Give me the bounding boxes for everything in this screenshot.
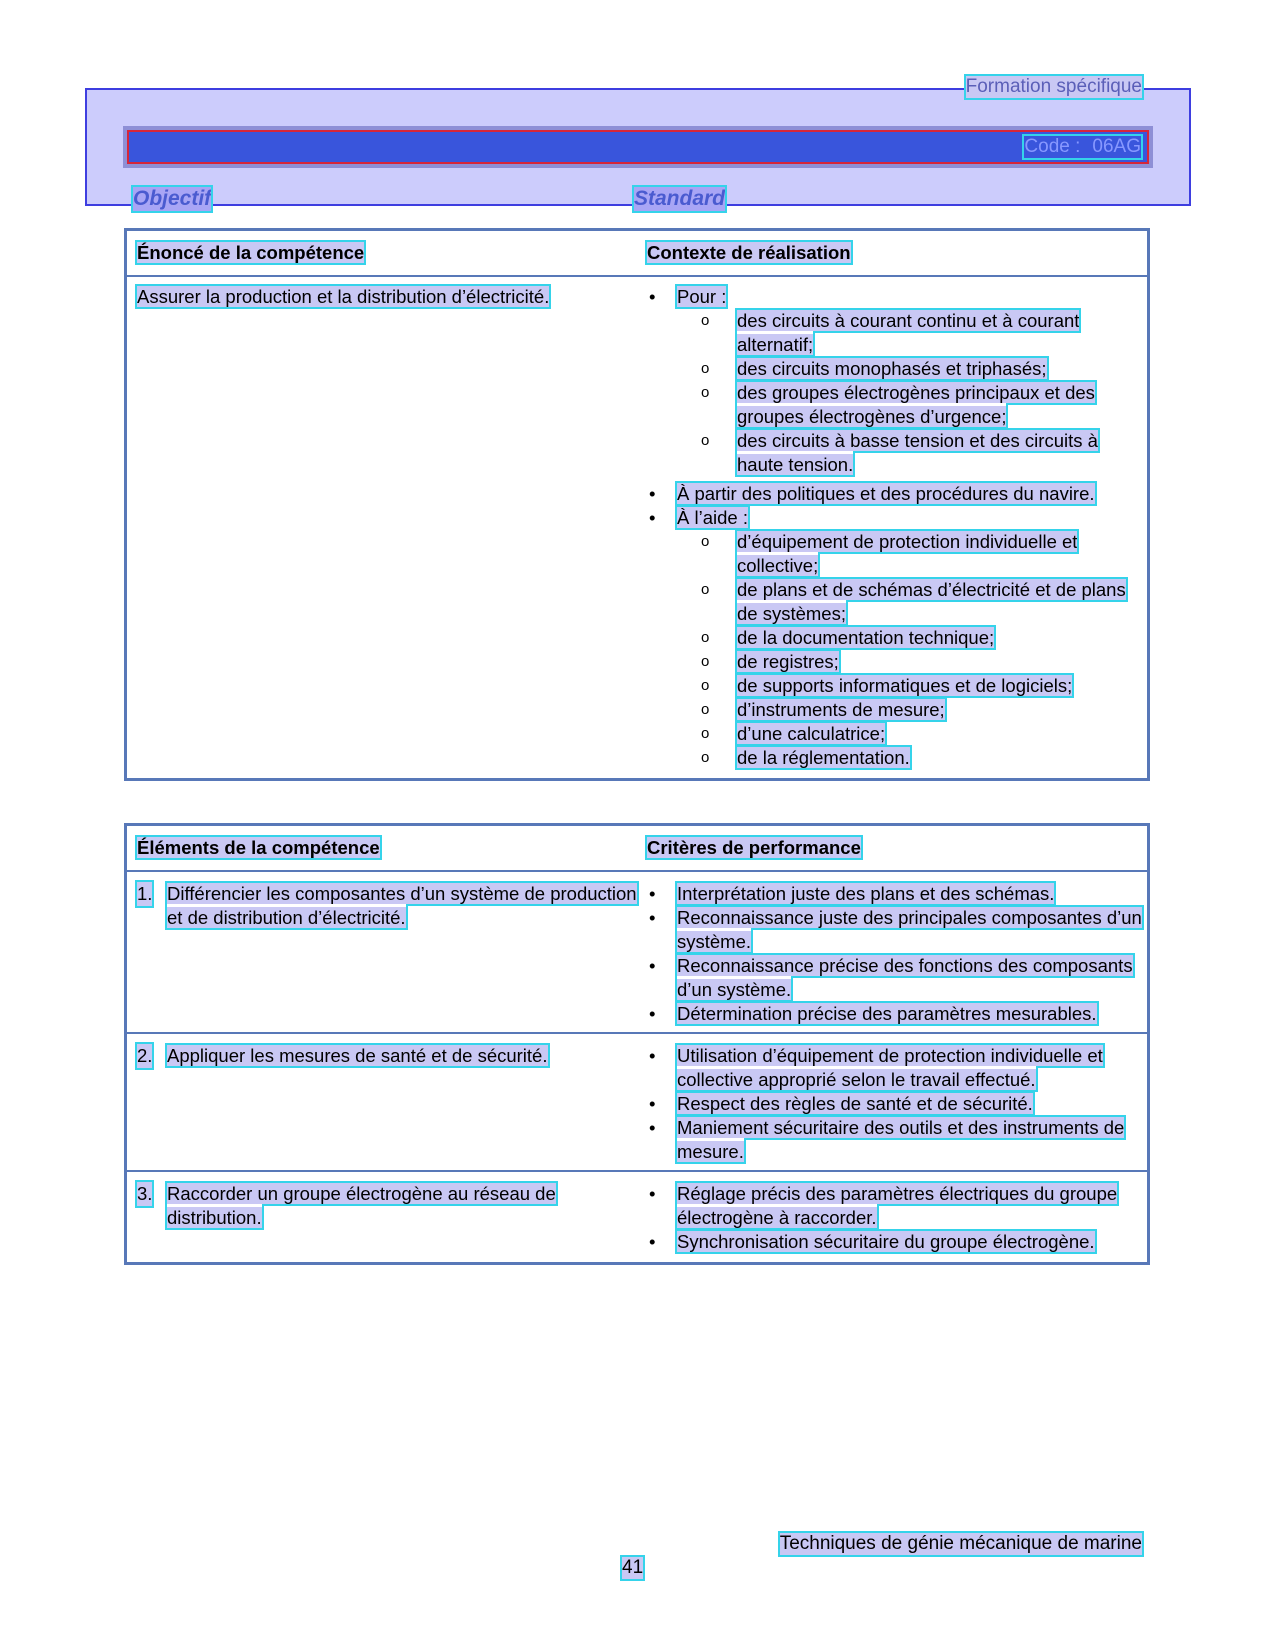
context-item: • Pour : o des circuits à courant continu et à courant alternatif; o des circuits monophasés et triphasés; o des groupes électrogènes principaux et des groupes électrogènes d’urgence; o des circuits à basse tension et des circuits à haute tension. [647,285,1147,477]
criterion: • Synchronisation sécuritaire du groupe électrogène. [647,1230,1147,1254]
context-cell [647,276,1149,780]
criterion: • Maniement sécuritaire des outils et des instruments de mesure. [647,1116,1147,1164]
context-subitem: o des circuits à courant continu et à courant alternatif; [677,309,1147,357]
criterion: • Interprétation juste des plans et des schémas. [647,882,1147,906]
code-bar-frame [127,130,1149,164]
criteria-cell [647,1171,1149,1264]
criterion: • Détermination précise des paramètres mesurables. [647,1002,1147,1026]
element-cell: 2. Appliquer les mesures de santé et de sécurité. [126,1033,648,1171]
footer-program: Techniques de génie mécanique de marine [779,1533,1142,1554]
criteria-header: Critères de performance [647,837,861,858]
performance-table [124,823,1150,1265]
context-subitem: o de supports informatiques et de logiciels; [677,674,1147,698]
context-subitem: o de plans et de schémas d’électricité et de plans de systèmes; [677,578,1147,626]
context-item: • À partir des politiques et des procédures du navire. [647,482,1147,506]
context-subitem: o des circuits à basse tension et des circuits à haute tension. [677,429,1147,477]
context-subitem: o de la documentation technique; [677,626,1147,650]
criterion: • Reconnaissance précise des fonctions des composants d’un système. [647,954,1147,1002]
code-label: Code : [1024,136,1081,157]
criteria-cell [647,871,1149,1033]
context-subitem: o des groupes électrogènes principaux et des groupes électrogènes d’urgence; [677,381,1147,429]
element-text: Appliquer les mesures de santé et de sécurité. [167,1045,548,1066]
context-subitem: o de registres; [677,650,1147,674]
context-subitem: o des circuits monophasés et triphasés; [677,357,1147,381]
objective-label: Objectif [133,187,212,210]
context-subitem: o d’équipement de protection individuelle et collective; [677,530,1147,578]
element-cell: 3. Raccorder un groupe électrogène au réseau de distribution. [126,1171,648,1264]
criterion: • Réglage précis des paramètres électriques du groupe électrogène à raccorder. [647,1182,1147,1230]
criterion: • Reconnaissance juste des principales composantes d’un système. [647,906,1147,954]
element-text: Raccorder un groupe électrogène au réseau de distribution. [167,1183,556,1228]
code-value: 06AG [1092,136,1141,157]
context-subitem: o d’une calculatrice; [677,722,1147,746]
program-label: Formation spécifique [965,76,1142,97]
statement-header: Énoncé de la compétence [137,242,365,263]
context-item: • À l’aide : o d’équipement de protection individuelle et collective; o de plans et de schémas d’électricité et de plans de systèmes; o de la documentation technique; o de registres; o de supports informatiques et de logiciels; o d’instruments de mesure; o d’une calculatrice; o de la réglementation. [647,506,1147,770]
page-number: 41 [622,1557,644,1578]
criterion: • Respect des règles de santé et de sécurité. [647,1092,1147,1116]
criterion: • Utilisation d’équipement de protection individuelle et collective approprié selon le travail effectué. [647,1044,1147,1092]
elements-header: Éléments de la compétence [137,837,380,858]
context-subitem: o de la réglementation. [677,746,1147,770]
criteria-cell [647,1033,1149,1171]
element-text: Différencier les composantes d’un système de production et de distribution d’électricité. [167,883,637,928]
context-list [647,285,1147,770]
course-code [1024,136,1141,158]
competency-table [124,228,1150,781]
code-bar [123,126,1153,168]
competency-statement: Assurer la production et la distribution d’électricité. [137,286,550,307]
context-header: Contexte de réalisation [647,242,851,263]
standard-label: Standard [634,187,726,210]
statement-cell [126,276,648,780]
context-subitem: o d’instruments de mesure; [677,698,1147,722]
element-cell: 1. Différencier les composantes d’un système de production et de distribution d’électricité. [126,871,648,1033]
